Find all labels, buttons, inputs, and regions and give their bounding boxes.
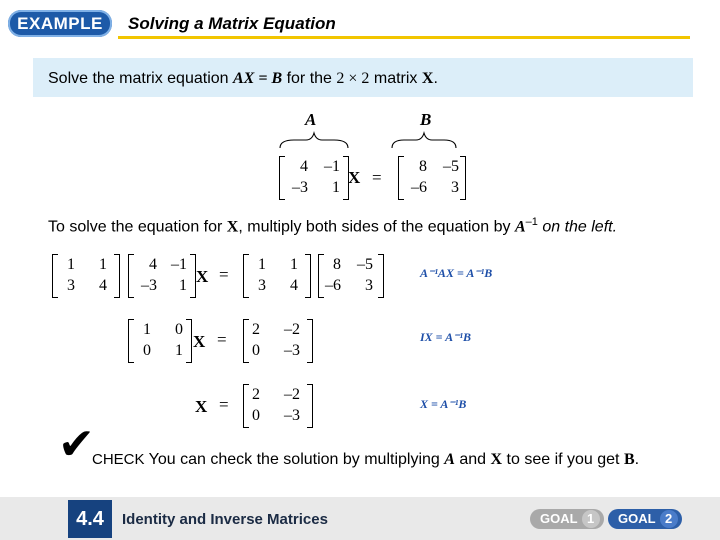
- variable-x: X: [196, 267, 209, 286]
- check-text: [92, 451, 639, 469]
- matrix-cell: 3: [67, 277, 75, 294]
- check-part: .: [634, 451, 640, 468]
- matrix-cell: 1: [175, 342, 183, 359]
- matrix-cell: 1: [143, 321, 151, 338]
- example-badge: EXAMPLE: [8, 10, 112, 37]
- step1-right-inverse: [243, 254, 311, 298]
- matrix-cell: 3: [365, 277, 373, 294]
- matrix-cell: 4: [99, 277, 107, 294]
- step1-left-inverse: [52, 254, 120, 298]
- instruction-part: on the left.: [537, 218, 618, 236]
- step3-note: X = A⁻¹B: [420, 397, 467, 411]
- matrix-cell: 0: [143, 342, 151, 359]
- matrix-cell: –3: [284, 342, 300, 359]
- equals-sign: =: [372, 168, 382, 187]
- matrix-cell: 1: [99, 256, 107, 273]
- problem-equation: AX = B: [233, 70, 283, 87]
- matrix-cell: –5: [443, 158, 459, 175]
- matrix-cell: –2: [284, 321, 300, 338]
- matrix-cell: 4: [290, 277, 298, 294]
- matrix-cell: –6: [411, 179, 427, 196]
- matrix-cell: 4: [149, 256, 157, 273]
- label-a: A: [305, 110, 317, 129]
- matrix-cell: 8: [419, 158, 427, 175]
- checkmark-icon: ✔: [58, 420, 95, 469]
- equals-sign: =: [219, 265, 229, 284]
- instruction-variable: X: [226, 218, 239, 236]
- identity-matrix: [128, 319, 192, 363]
- matrix-cell: 0: [252, 342, 260, 359]
- equals-sign: =: [217, 330, 227, 349]
- instruction-inverse: A: [514, 218, 526, 236]
- problem-variable: X: [421, 70, 434, 87]
- matrix-cell: 2: [252, 321, 260, 338]
- matrix-cell: 2: [252, 386, 260, 403]
- step1-note: A⁻¹AX = A⁻¹B: [420, 266, 493, 280]
- label-b: B: [420, 110, 432, 129]
- problem-text: matrix: [369, 70, 422, 87]
- instruction-superscript: –1: [525, 216, 538, 228]
- check-part: You can check the solution by multiplying: [144, 451, 445, 468]
- brace-annotations: [270, 130, 470, 152]
- title-underline: [118, 36, 690, 39]
- matrix-cell: 1: [258, 256, 266, 273]
- matrix-cell: 0: [252, 407, 260, 424]
- equals-sign: =: [219, 395, 229, 414]
- goal-2-label: GOAL: [618, 511, 656, 526]
- instruction-part: To solve the equation for: [48, 218, 227, 236]
- section-number: 4.4: [68, 500, 112, 538]
- step2-result-matrix: [243, 319, 313, 363]
- variable-x: X: [348, 168, 361, 187]
- problem-text: for the: [282, 70, 337, 87]
- matrix-cell: –5: [357, 256, 373, 273]
- check-matrix-x: X: [490, 451, 503, 468]
- goal-2-button[interactable]: [608, 509, 682, 529]
- matrix-a: [279, 156, 349, 200]
- variable-x: X: [195, 397, 208, 416]
- step2-note: IX = A⁻¹B: [420, 330, 472, 344]
- matrix-cell: –2: [284, 386, 300, 403]
- matrix-cell: –1: [171, 256, 187, 273]
- solution-matrix: [243, 384, 313, 428]
- matrix-cell: –3: [292, 179, 308, 196]
- check-matrix-b: B: [623, 451, 635, 468]
- matrix-cell: 8: [333, 256, 341, 273]
- matrix-cell: 1: [67, 256, 75, 273]
- step1-matrix-b: [318, 254, 384, 298]
- matrix-cell: 3: [258, 277, 266, 294]
- check-part: and: [454, 451, 491, 468]
- step1-matrix-a: [128, 254, 196, 298]
- brace-b: [392, 133, 456, 148]
- problem-text: Solve the matrix equation: [48, 70, 233, 87]
- matrix-cell: 1: [179, 277, 187, 294]
- problem-text: .: [433, 70, 438, 87]
- matrix-cell: 3: [451, 179, 459, 196]
- variable-x: X: [193, 332, 206, 351]
- goal-1-label: GOAL: [540, 511, 578, 526]
- matrix-b: [398, 156, 466, 200]
- matrix-cell: –1: [324, 158, 340, 175]
- matrix-cell: –3: [141, 277, 157, 294]
- instruction-text: [48, 216, 617, 236]
- section-title: Identity and Inverse Matrices: [122, 511, 328, 528]
- page-title: Solving a Matrix Equation: [128, 14, 336, 33]
- check-part: to see if you get: [502, 451, 624, 468]
- problem-statement: [48, 70, 438, 88]
- matrix-cell: 0: [175, 321, 183, 338]
- goal-1-number: 1: [582, 510, 600, 528]
- brace-a: [280, 133, 348, 148]
- matrix-cell: 4: [300, 158, 308, 175]
- check-label: CHECK: [92, 451, 145, 468]
- matrix-cell: –3: [284, 407, 300, 424]
- check-matrix-a: A: [444, 451, 455, 468]
- matrix-cell: –6: [325, 277, 341, 294]
- goal-1-button[interactable]: [530, 509, 604, 529]
- problem-dimension: 2 × 2: [336, 70, 370, 87]
- matrix-cell: 1: [332, 179, 340, 196]
- goal-2-number: 2: [660, 510, 678, 528]
- matrix-cell: 1: [290, 256, 298, 273]
- instruction-part: , multiply both sides of the equation by: [238, 218, 515, 236]
